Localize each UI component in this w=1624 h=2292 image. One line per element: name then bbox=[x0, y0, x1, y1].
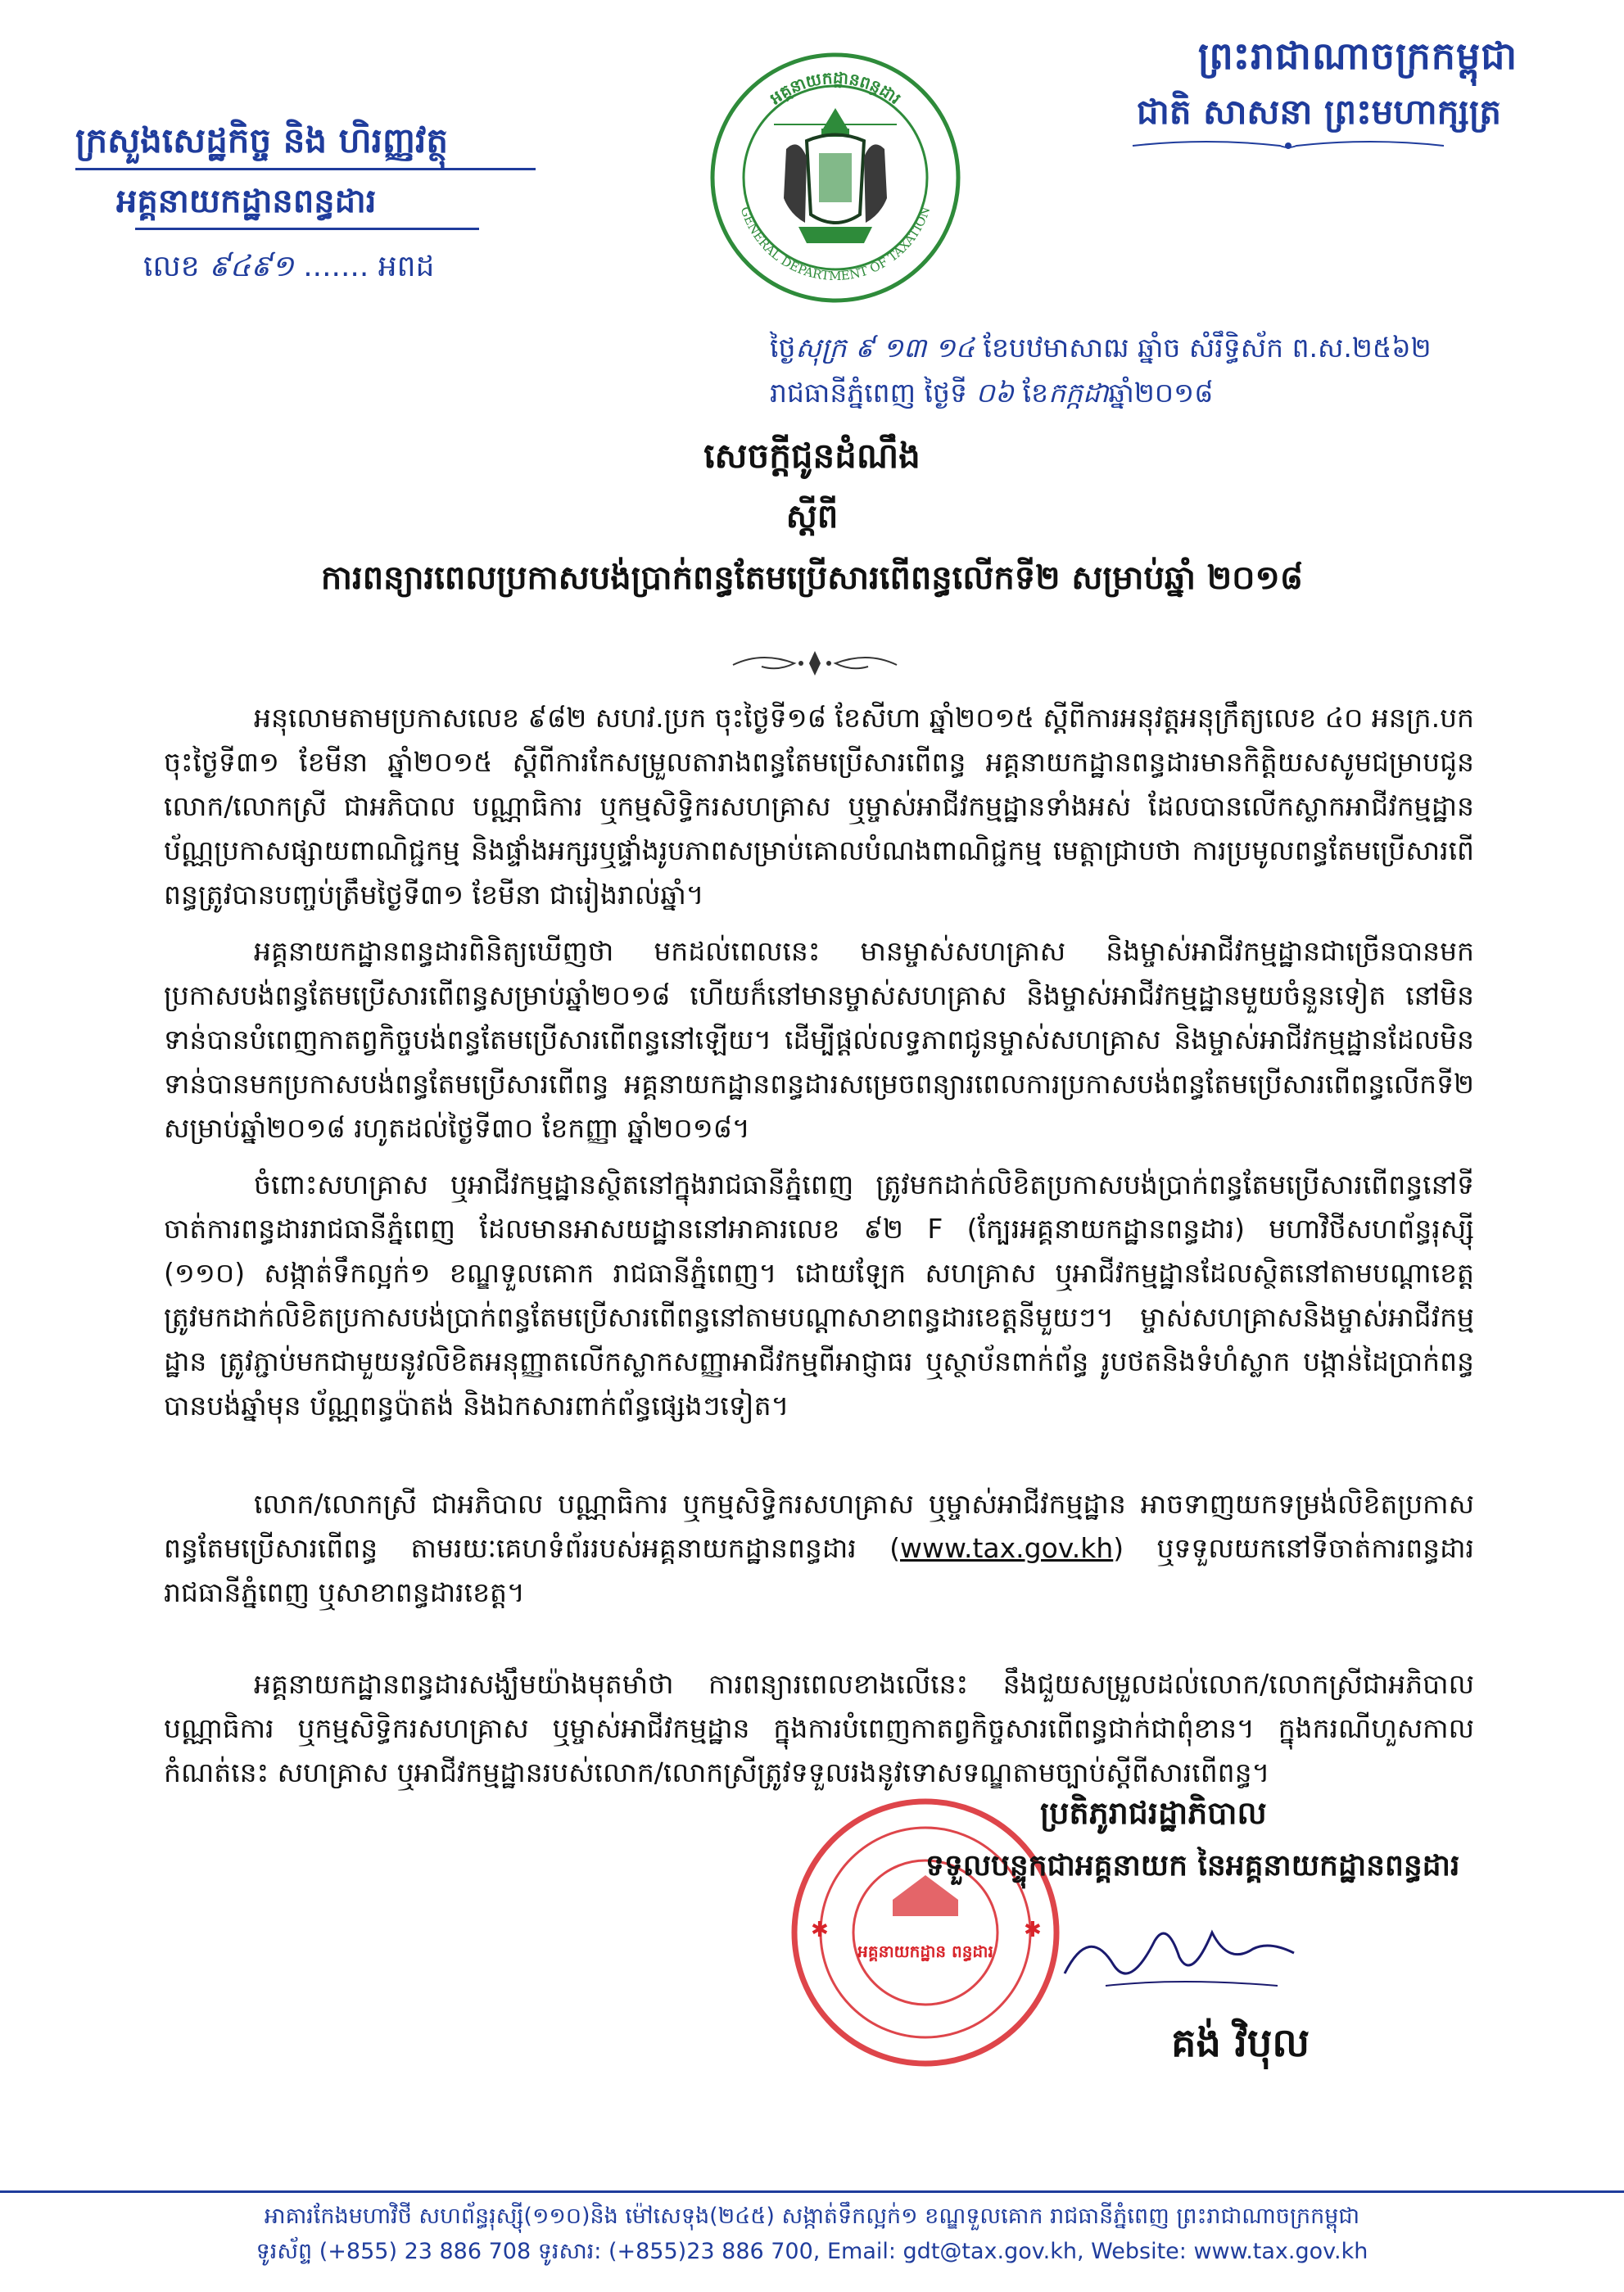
subject-title: ការពន្យារពេលប្រកាសបង់ប្រាក់ពន្ធតែមប្រើសារពើពន្ធលើកទី២ សម្រាប់ឆ្នាំ ២០១៨ bbox=[320, 559, 1304, 597]
handwritten-signature bbox=[1056, 1908, 1302, 1998]
solar-day: ០៦ bbox=[975, 377, 1015, 409]
signer-name: គង់ វិបុល bbox=[1171, 2020, 1310, 2066]
paragraph-4: លោក/លោកស្រី ជាអភិបាល បណ្ណាធិការ ឬកម្មសិទ្ធិករសហគ្រាស ឬម្ចាស់អាជីវកម្មដ្ឋាន អាចទាញយកទម្រង់លិខិតប្រកាសពន្ធតែមប្រើសារពើពន្ធ តាមរយៈគេហទំព័ររបស់អគ្គនាយកដ្ឋានពន្ធដារ (www.tax.gov.kh) ឬទទួលយកនៅទីចាត់ការពន្ធដាររាជធានីភ្នំពេញ ឬសាខាពន្ធដារខេត្ត។ bbox=[164, 1488, 1475, 1608]
department-underline bbox=[135, 228, 479, 230]
lunar-date: ថ្ងៃសុក្រ ៩ ១៣ ១៤ ខែបឋមាសាឍ ឆ្នាំច សំរឹទ្ធិស័ក ព.ស.២៥៦២ bbox=[770, 332, 1432, 364]
paragraph-3: ចំពោះសហគ្រាស ឬអាជីវកម្មដ្ឋានស្ថិតនៅក្នុងរាជធានីភ្នំពេញ ត្រូវមកដាក់លិខិតប្រកាសបង់ប្រាក់ពន្ធតែមប្រើសារពើពន្ធនៅទីចាត់ការពន្ធដាររាជធានីភ្នំពេញ ដែលមានអាសយដ្ឋាននៅអាគារលេខ ៩២ F (ក្បែរអគ្គនាយកដ្ឋានពន្ធដារ) មហាវិថីសហព័ន្ធរុស្ស៊ី (១១០) សង្កាត់ទឹកល្អក់១ ខណ្ឌទួលគោក រាជធានីភ្នំពេញ។ ដោយឡែក សហគ្រាស ឬអាជីវកម្មដ្ឋានដែលស្ថិតនៅតាមបណ្ដាខេត្ត ត្រូវមកដាក់លិខិតប្រកាសបង់ប្រាក់ពន្ធតែមប្រើសារពើពន្ធនៅតាមបណ្ដាសាខាពន្ធដារខេត្តនីមួយៗ។ ម្ចាស់សហគ្រាសនិងម្ចាស់អាជីវកម្មដ្ឋាន ត្រូវភ្ជាប់មកជាមួយនូវលិខិតអនុញ្ញាតលើកស្លាកសញ្ញាអាជីវកម្មពីអាជ្ញាធរ ឬស្ថាប័នពាក់ព័ន្ធ រូបថតនិងទំហំស្លាក បង្កាន់ដៃប្រាក់ពន្ធបានបង់ឆ្នាំមុន ប័ណ្ណពន្ធប៉ាតង់ និងឯកសារពាក់ព័ន្ធផ្សេងៗទៀត។ bbox=[164, 1169, 1474, 1422]
ministry-name: ក្រសួងសេដ្ឋកិច្ច និង ហិរញ្ញវត្ថុ bbox=[75, 120, 448, 160]
tax-website-link[interactable]: www.tax.gov.kh bbox=[900, 1532, 1114, 1564]
kingdom-title: ព្រះរាជាណាចក្រកម្ពុជា bbox=[1197, 34, 1518, 78]
stamp-text: អគ្គនាយកដ្ឋាន ពន្ធដារ bbox=[857, 1942, 993, 1961]
paragraph-5: អគ្គនាយកដ្ឋានពន្ធដារសង្ឃឹមយ៉ាងមុតមាំថា ការពន្យារពេលខាងលើនេះ នឹងជួយសម្រួលដល់លោក/លោកស្រីជាអភិបាល បណ្ណាធិការ ឬកម្មសិទ្ធិករសហគ្រាស ឬម្ចាស់អាជីវកម្មដ្ឋាន ក្នុងការបំពេញកាតព្វកិច្ចសារពើពន្ធជាក់ជាពុំខាន។ ក្នុងករណីហួសកាលកំណត់នេះ សហគ្រាស ឬអាជីវកម្មដ្ឋានរបស់លោក/លោកស្រីត្រូវទទួលរងនូវទោសទណ្ឌតាមច្បាប់ស្ដីពីសារពើពន្ធ។ bbox=[164, 1668, 1474, 1788]
footer-address: អាគារកែងមហាវិថី សហព័ន្ធរុស្ស៊ី(១១០)និង ម៉ៅសេទុង(២៤៥) សង្កាត់ទឹកល្អក់១ ខណ្ឌទួលគោក រាជធានីភ្នំពេញ ព្រះរាជាណាចក្រកម្ពុជា bbox=[264, 2204, 1360, 2229]
lunar-date-handwritten: សុក្រ ៩ ១៣ ១៤ bbox=[795, 332, 975, 364]
ornament-divider-icon bbox=[1124, 138, 1452, 154]
department-name: អគ្គនាយកដ្ឋានពន្ធដារ bbox=[116, 183, 377, 220]
svg-text:✱: ✱ bbox=[1024, 1918, 1042, 1942]
seal-text-bottom: GENERAL DEPARTMENT OF TAXATION bbox=[737, 205, 934, 284]
solar-month: កក្កដា bbox=[1048, 377, 1109, 409]
signatory-role: ទទួលបន្ទុកជាអគ្គនាយក នៃអគ្គនាយកដ្ឋានពន្ធដារ bbox=[925, 1849, 1460, 1883]
official-red-stamp bbox=[786, 1793, 1065, 2072]
paragraph-2: អគ្គនាយកដ្ឋានពន្ធដារពិនិត្យឃើញថា មកដល់ពេលនេះ មានម្ចាស់សហគ្រាស និងម្ចាស់អាជីវកម្មដ្ឋានជាច្រើនបានមកប្រកាសបង់ពន្ធតែមប្រើសារពើពន្ធសម្រាប់ឆ្នាំ២០១៨ ហើយក៏នៅមានម្ចាស់សហគ្រាស និងម្ចាស់អាជីវកម្មដ្ឋានមួយចំនួនទៀត នៅមិនទាន់បានបំពេញកាតព្វកិច្ចបង់ពន្ធតែមប្រើសារពើពន្ធនៅឡើយ។ ដើម្បីផ្ដល់លទ្ធភាពជូនម្ចាស់សហគ្រាស និងម្ចាស់អាជីវកម្មដ្ឋានដែលមិនទាន់បានមកប្រកាសបង់ពន្ធតែមប្រើសារពើពន្ធ អគ្គនាយកដ្ឋានពន្ធដារសម្រេចពន្យារពេលការប្រកាសបង់ពន្ធតែមប្រើសារពើពន្ធលើកទី២ សម្រាប់ឆ្នាំ២០១៨ រហូតដល់ថ្ងៃទី៣០ ខែកញ្ញា ឆ្នាំ២០១៨។ bbox=[164, 935, 1474, 1144]
paragraph-1: អនុលោមតាមប្រកាសលេខ ៩៨២ សហវ.ប្រក ចុះថ្ងៃទី១៨ ខែសីហា ឆ្នាំ២០១៥ ស្ដីពីការអនុវត្តអនុក្រឹត្យលេខ ៤០ អនក្រ.បក ចុះថ្ងៃទី៣១ ខែមីនា ឆ្នាំ២០១៥ ស្ដីពីការកែសម្រួលតារាងពន្ធតែមប្រើសារពើពន្ធ អគ្គនាយកដ្ឋានពន្ធដារមានកិត្តិយសសូមជម្រាបជូន លោក/លោកស្រី ជាអភិបាល បណ្ណាធិការ ឬកម្មសិទ្ធិករសហគ្រាស ឬម្ចាស់អាជីវកម្មដ្ឋានទាំងអស់ ដែលបានលើកស្លាកអាជីវកម្មដ្ឋាន ប័ណ្ណប្រកាសផ្សាយពាណិជ្ជកម្ម និងផ្ទាំងអក្សរឬផ្ទាំងរូបភាពសម្រាប់គោលបំណងពាណិជ្ជកម្ម មេត្តាជ្រាបថា ការប្រមូលពន្ធតែមប្រើសារពើពន្ធត្រូវបានបញ្ចប់ត្រឹមថ្ងៃទី៣១ ខែមីនា ជារៀងរាល់ឆ្នាំ។ bbox=[164, 702, 1474, 911]
notice-title: សេចក្ដីជូនដំណឹង bbox=[703, 436, 921, 476]
about-label: ស្ដីពី bbox=[785, 498, 839, 536]
kingdom-motto: ជាតិ សាសនា ព្រះមហាក្សត្រ bbox=[1136, 92, 1501, 132]
seal-text-top: អគ្គនាយកដ្ឋានពន្ធដារ bbox=[766, 67, 905, 109]
signatory-title: ប្រតិភូរាជរដ្ឋាភិបាល bbox=[1040, 1795, 1267, 1831]
ministry-underline bbox=[75, 168, 536, 170]
decorative-divider-icon bbox=[729, 647, 901, 680]
gdt-seal-logo bbox=[708, 51, 962, 305]
reference-number: លេខ ៩៤៩១ ....... អពដ bbox=[143, 250, 435, 283]
footer-divider bbox=[0, 2190, 1624, 2193]
ref-prefix: លេខ bbox=[143, 250, 200, 283]
solar-date: រាជធានីភ្នំពេញ ថ្ងៃទី ០៦ ខែកក្កដាឆ្នាំ២០១៨ bbox=[770, 377, 1214, 409]
footer-contact: ទូរស័ព្ទ (+855) 23 886 708 ទូរសារ: (+855)23 886 700, Email: gdt@tax.gov.kh, Website: www.tax.gov.kh bbox=[256, 2239, 1368, 2264]
svg-text:✱: ✱ bbox=[811, 1918, 829, 1942]
ref-number: ៩៤៩១ bbox=[209, 250, 294, 283]
ref-suffix: អពដ bbox=[378, 250, 435, 283]
